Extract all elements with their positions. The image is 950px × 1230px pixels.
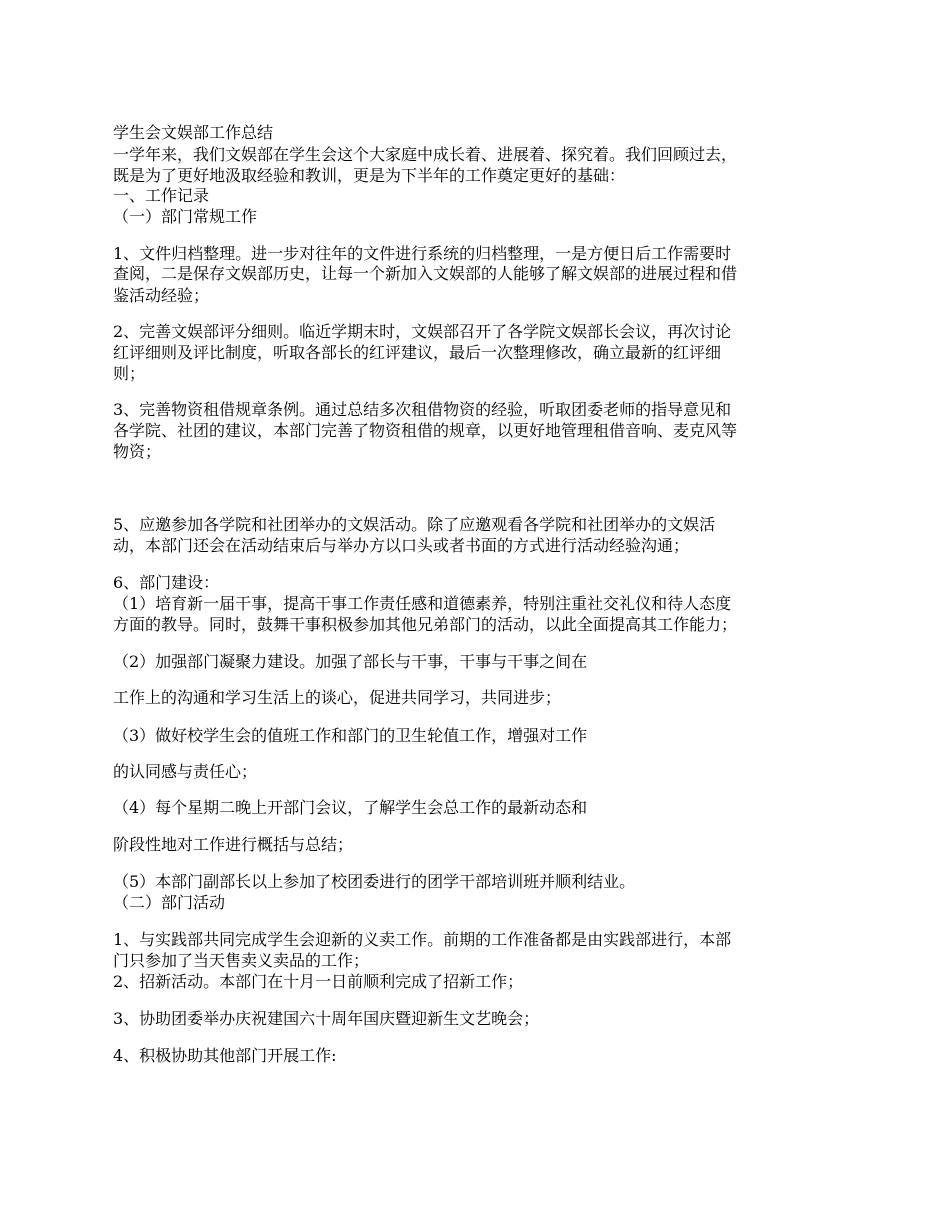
doc-title: 学生会文娱部工作总结 bbox=[113, 123, 274, 142]
item6-3-line-1: （3）做好校学生会的值班工作和部门的卫生轮值工作，增强对工作 bbox=[113, 726, 588, 745]
item6-4-line-2: 阶段性地对工作进行概括与总结； bbox=[113, 835, 354, 854]
activity4-line: 4、积极协助其他部门开展工作: bbox=[113, 1046, 337, 1065]
item1-line-1: 1、文件归档整理。进一步对往年的文件进行系统的归档整理，一是方便日后工作需要时 bbox=[113, 244, 732, 263]
activity1-line-1: 1、与实践部共同完成学生会迎新的义卖工作。前期的工作准备都是由实践部进行，本部 bbox=[113, 930, 732, 949]
activity3-line: 3、协助团委举办庆祝建国六十周年国庆暨迎新生文艺晚会； bbox=[113, 1009, 540, 1028]
activity1-line-2: 门只参加了当天售卖义卖品的工作； bbox=[113, 951, 370, 970]
item6-1-line-2: 方面的教导。同时，鼓舞干事积极参加其他兄弟部门的活动，以此全面提高其工作能力； bbox=[113, 615, 738, 634]
item2-line-2: 红评细则及评比制度，听取各部长的红评建议，最后一次整理修改，确立最新的红评细 bbox=[113, 343, 722, 362]
intro-line-2: 既是为了更好地汲取经验和教训，更是为下半年的工作奠定更好的基础： bbox=[113, 166, 626, 185]
item2-line-3: 则； bbox=[113, 364, 146, 383]
item5-line-1: 5、应邀参加各学院和社团举办的文娱活动。除了应邀观看各学院和社团举办的文娱活 bbox=[113, 515, 716, 534]
item6-2-line-1: （2）加强部门凝聚力建设。加强了部长与干事，干事与干事之间在 bbox=[113, 652, 588, 671]
item3-line-3: 物资； bbox=[113, 442, 162, 461]
subsection-heading-activities: （二）部门活动 bbox=[113, 893, 226, 912]
item1-line-2: 查阅，二是保存文娱部历史，让每一个新加入文娱部的人能够了解文娱部的进展过程和借 bbox=[113, 264, 738, 283]
activity2-line: 2、招新活动。本部门在十月一日前顺利完成了招新工作； bbox=[113, 972, 524, 991]
item6-1-line-1: （1）培育新一届干事，提高干事工作责任感和道德素养，特别注重社交礼仪和待人态度 bbox=[113, 594, 732, 613]
item6-2-line-2: 工作上的沟通和学习生活上的谈心，促进共同学习，共同进步； bbox=[113, 688, 562, 707]
item6-4-line-1: （4）每个星期二晚上开部门会议，了解学生会总工作的最新动态和 bbox=[113, 798, 588, 817]
subsection-heading-routine: （一）部门常规工作 bbox=[113, 207, 258, 226]
item6-heading: 6、部门建设： bbox=[113, 573, 220, 592]
item1-line-3: 鉴活动经验； bbox=[113, 286, 210, 305]
item5-line-2: 动，本部门还会在活动结束后与举办方以口头或者书面的方式进行活动经验沟通； bbox=[113, 536, 690, 555]
item2-line-1: 2、完善文娱部评分细则。临近学期末时，文娱部召开了各学院文娱部长会议，再次讨论 bbox=[113, 322, 732, 341]
item6-5-line: （5）本部门副部长以上参加了校团委进行的团学干部培训班并顺利结业。 bbox=[113, 872, 636, 891]
section-heading-work-record: 一、工作记录 bbox=[113, 186, 210, 205]
item3-line-1: 3、完善物资租借规章条例。通过总结多次租借物资的经验，听取团委老师的指导意见和 bbox=[113, 400, 732, 419]
intro-line-1: 一学年来，我们文娱部在学生会这个大家庭中成长着、进展着、探究着。我们回顾过去， bbox=[113, 145, 738, 164]
item3-line-2: 各学院、社团的建议，本部门完善了物资租借的规章，以更好地管理租借音响、麦克风等 bbox=[113, 421, 738, 440]
item6-3-line-2: 的认同感与责任心； bbox=[113, 762, 258, 781]
